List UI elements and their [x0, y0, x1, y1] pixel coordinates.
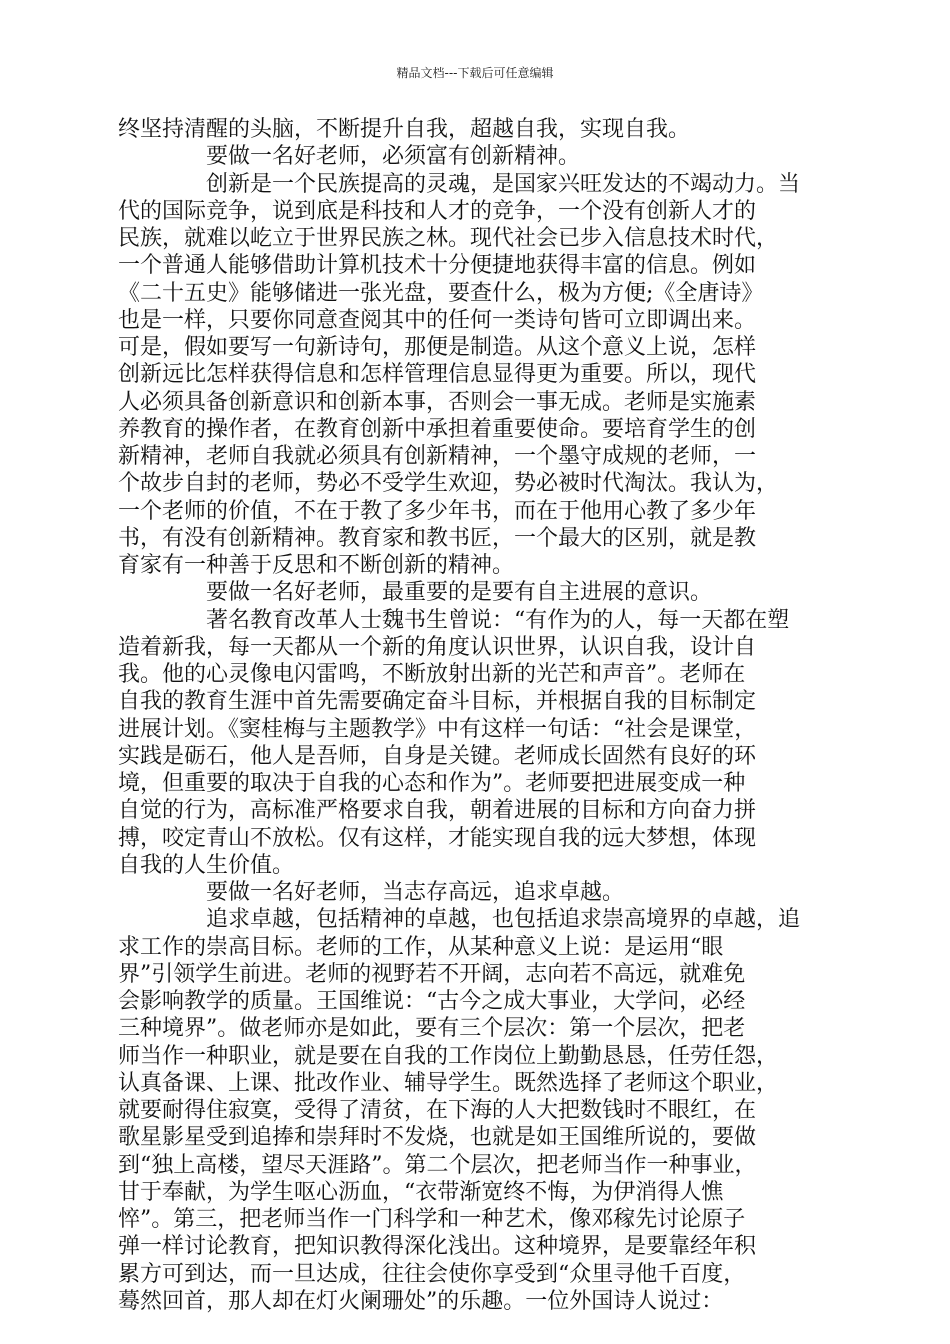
text-line: 求工作的崇高目标。老师的工作，从某种意义上说：是运用“眼 — [118, 934, 724, 960]
text-line: 认真备课、上课、批改作业、辅导学生。既然选择了老师这个职业， — [118, 1070, 779, 1096]
text-line: 自我的教育生涯中首先需要确定奋斗目标，并根据自我的目标制定 — [118, 689, 757, 715]
text-line: 人必须具备创新意识和创新本事，否则会一事无成。老师是实施素 — [118, 389, 757, 415]
text-line: 书，有没有创新精神。教育家和教书匠，一个最大的区别，就是教 — [118, 525, 757, 551]
text-line: 新精神，老师自我就必须具有创新精神，一个墨守成规的老师，一 — [118, 444, 757, 469]
text-line: 终坚持清醒的头脑，不断提升自我，超越自我，实现自我。 — [118, 117, 691, 142]
text-line: 歌星影星受到追捧和崇拜时不发烧，也就是如王国维所说的，要做 — [118, 1125, 757, 1151]
paragraph-heading: 要做一名好老师，最重要的是要有自主进展的意识。 — [206, 580, 713, 606]
text-line: 三种境界”。做老师亦是如此，要有三个层次：第一个层次，把老 — [118, 1016, 746, 1042]
page-header: 精品文档---下载后可任意编辑 — [396, 66, 554, 80]
text-line: 养教育的操作者，在教育创新中承担着重要使命。要培育学生的创 — [118, 416, 757, 442]
paragraph-heading: 要做一名好老师，必须富有创新精神。 — [206, 144, 581, 170]
text-line: 一个老师的价值，不在于教了多少年书，而在于他用心教了多少年 — [118, 498, 757, 524]
text-line: 累方可到达，而一旦达成，往往会使你享受到“众里寻他千百度， — [118, 1261, 746, 1287]
text-line: 创新是一个民族提高的灵魂，是国家兴旺发达的不竭动力。当 — [206, 171, 801, 197]
text-line: 《二十五史》能够储进一张光盘，要查什么，极为方便;《全唐诗》 — [118, 280, 764, 306]
document-body — [118, 116, 818, 1315]
text-line: 悴”。第三，把老师当作一门科学和一种艺术，像邓稼先讨论原子 — [118, 1207, 746, 1232]
text-line: 追求卓越，包括精神的卓越，也包括追求崇高境界的卓越，追 — [206, 907, 801, 933]
text-line: 甘于奉献，为学生呕心沥血，“衣带渐宽终不悔，为伊消得人憔 — [118, 1179, 724, 1205]
text-line: 就要耐得住寂寞，受得了清贫，在下海的人大把数钱时不眼红，在 — [118, 1098, 757, 1123]
text-line: 也是一样，只要你同意查阅其中的任何一类诗句皆可立即调出来。 — [118, 307, 757, 333]
text-line: 搏，咬定青山不放松。仅有这样，才能实现自我的远大梦想，体现 — [118, 825, 757, 851]
text-line: 创新远比怎样获得信息和怎样管理信息显得更为重要。所以，现代 — [118, 362, 757, 388]
text-line: 进展计划。《窦桂梅与主题教学》中有这样一句话：“社会是课堂， — [118, 716, 757, 742]
text-line: 个故步自封的老师，势必不受学生欢迎，势必被时代淘汰。我认为， — [118, 471, 779, 497]
text-line: 实践是砺石，他人是吾师，自身是关键。老师成长固然有良好的环 — [118, 743, 757, 769]
text-line: 造着新我，每一天都从一个新的角度认识世界，认识自我，设计自 — [118, 634, 757, 660]
text-line: 育家有一种善于反思和不断创新的精神。 — [118, 553, 515, 578]
text-line: 一个普通人能够借助计算机技术十分便捷地获得丰富的信息。例如 — [118, 253, 757, 279]
text-line: 境，但重要的取决于自我的心态和作为”。老师要把进展变成一种 — [118, 771, 746, 796]
text-line: 自觉的行为，高标准严格要求自我，朝着进展的目标和方向奋力拼 — [118, 798, 757, 824]
text-line: 我。他的心灵像电闪雷鸣，不断放射出新的光芒和声音”。老师在 — [118, 662, 746, 687]
text-line: 蓦然回首，那人却在灯火阑珊处”的乐趣。一位外国诗人说过： — [118, 1288, 724, 1314]
text-line: 代的国际竞争，说到底是科技和人才的竞争，一个没有创新人才的 — [118, 198, 757, 224]
text-line: 可是，假如要写一句新诗句，那便是制造。从这个意义上说，怎样 — [118, 335, 757, 360]
text-line: 界”引领学生前进。老师的视野若不开阔，志向若不高远，就难免 — [118, 961, 746, 987]
text-line: 著名教育改革人士魏书生曾说：“有作为的人，每一天都在塑 — [206, 607, 790, 633]
text-line: 到“独上高楼，望尽天涯路”。第二个层次，把老师当作一种事业， — [118, 1152, 757, 1178]
text-line: 民族，就难以屹立于世界民族之林。现代社会已步入信息技术时代， — [118, 226, 779, 251]
text-line: 自我的人生价值。 — [118, 852, 295, 878]
paragraph-heading: 要做一名好老师，当志存高远，追求卓越。 — [206, 880, 625, 905]
text-line: 师当作一种职业，就是要在自我的工作岗位上勤勤恳恳，任劳任怨， — [118, 1043, 779, 1069]
text-line: 弹一样讨论教育，把知识教得深化浅出。这种境界，是要靠经年积 — [118, 1234, 757, 1260]
text-line: 会影响教学的质量。王国维说：“古今之成大事业，大学问，必经 — [118, 989, 746, 1014]
